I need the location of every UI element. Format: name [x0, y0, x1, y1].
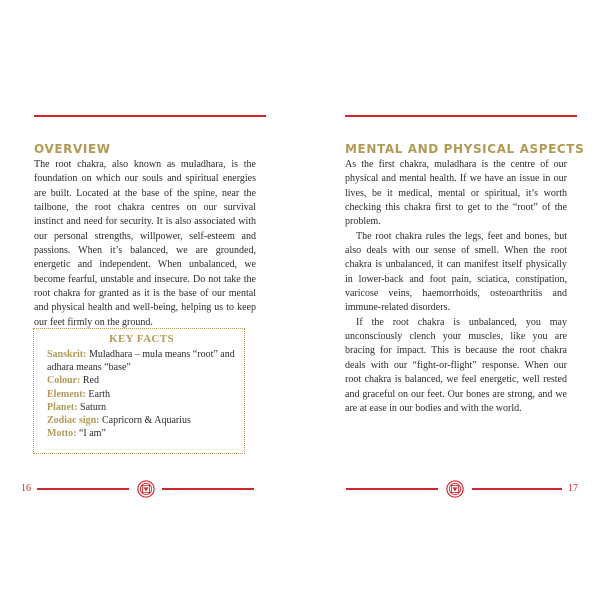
paragraph: The root chakra rules the legs, feet and bones, but also deals with our sense of smell. When the root chakra is unbalanced, it can manifest itself physically in lower-back and foot pain, sciatica, constipation, varicose veins, haemorrhoids, osteoarthritis and immune-related disorders. [345, 230, 567, 314]
root-chakra-icon [137, 480, 155, 498]
fact-label: Sanskrit: [47, 349, 87, 360]
paragraph: As the first chakra, muladhara is the centre of our physical and mental health. If we have an issue in our lives, be it medical, mental or spiritual, it’s worth checking this chakra first to get to the “root” of the problem. [345, 159, 567, 228]
fact-label: Colour: [47, 375, 81, 387]
footer-rule [346, 488, 438, 490]
footer-rule [472, 488, 562, 490]
fact-label: Motto: [47, 428, 77, 440]
fact-value: Muladhara – mula means “root” and adhara means “base” [47, 349, 235, 374]
body-text [345, 158, 567, 416]
fact-label: Planet: [47, 401, 78, 413]
paragraph: If the root chakra is unbalanced, you may unconsciously clench your muscles, like you are bracing for impact. This is because the root chakra deals with our “fight-or-flight” response. When our root chakra is balanced, we feel energetic, well rested and graceful on our feet. Our bones are strong, and we are at ease in our bodies and with the world. [345, 316, 567, 414]
key-facts-title: KEY FACTS [108, 333, 175, 345]
fact-value: Capricorn & Aquarius [99, 415, 191, 427]
fact-colour [47, 374, 236, 387]
page-footer [0, 481, 300, 497]
paragraph: The root chakra, also known as muladhara, is the foundation on which our souls and spiritual energies are built. Located at the base of the spine, near the tailbone, the root chakra centres on our survival instinct and need for security. It is also associated with our personal strengths, willpower, self-esteem and passions. When it’s balanced, we are grounded, energetic and independent. When unbalanced, we become fearful, unstable and insecure. Do not take the root chakra for granted as it is the base of our mental and physical health and well-being, helping us to keep our feet firmly on the ground. [34, 159, 256, 328]
fact-value: Red [80, 375, 99, 387]
fact-planet [47, 401, 236, 414]
fact-motto [47, 427, 236, 440]
root-chakra-icon [446, 480, 464, 498]
page-footer [300, 481, 600, 497]
fact-value: Saturn [77, 401, 107, 413]
fact-zodiac [47, 414, 236, 427]
footer-rule [37, 488, 129, 490]
page-number: 17 [568, 483, 578, 494]
section-heading: OVERVIEW [34, 142, 111, 156]
fact-element [47, 388, 236, 401]
key-facts-box [33, 328, 245, 454]
right-page [300, 0, 600, 600]
section-heading: MENTAL AND PHYSICAL ASPECTS [345, 142, 585, 156]
fact-label: Zodiac sign: [47, 415, 100, 427]
body-text [34, 158, 256, 330]
top-divider [345, 115, 577, 117]
page-number: 16 [21, 483, 31, 494]
fact-value: Earth [85, 388, 111, 400]
footer-rule [162, 488, 254, 490]
fact-sanskrit [47, 348, 236, 374]
fact-label: Element: [47, 388, 86, 400]
fact-value: “I am” [76, 428, 106, 440]
top-divider [34, 115, 266, 117]
